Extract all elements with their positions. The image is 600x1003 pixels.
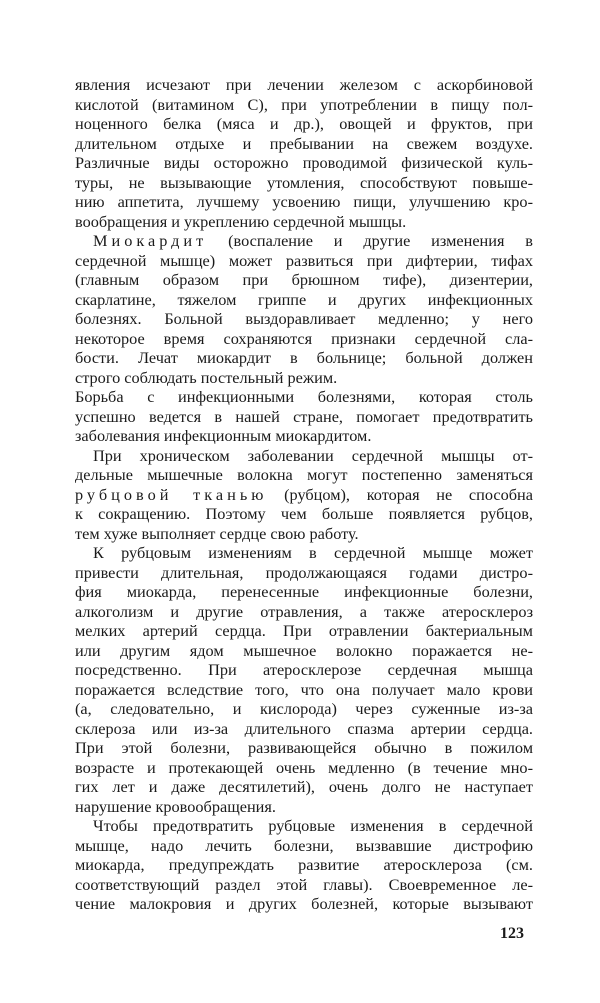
text-line (75, 114, 533, 134)
text-line (75, 368, 533, 388)
text-line (75, 797, 533, 817)
line-text: поражается вследствие того, что она получает мало крови (75, 679, 533, 699)
text-line (75, 855, 533, 875)
line-text: строго соблюдать постельный режим. (75, 367, 338, 387)
line-text: нию аппетита, лучшему усвоению пищи, улучшению кро- (75, 192, 533, 211)
line-text: (воспаление и другие изменения в (207, 231, 533, 250)
line-text: бости. Лечат миокардит в больнице; больной должен (75, 348, 533, 367)
text-line (75, 192, 533, 212)
line-text: Различные виды осторожно проводимой физической куль- (75, 153, 533, 172)
text-line (75, 641, 533, 661)
text-line (75, 680, 533, 700)
text-line (75, 875, 533, 895)
text-line (75, 582, 533, 602)
line-text: (а, следовательно, и кислорода) через суженные из-за (75, 699, 533, 718)
line-text: некоторое время сохраняются признаки сердечной сла- (75, 328, 533, 348)
text-line (75, 231, 533, 251)
page-body-text (75, 75, 533, 914)
line-text: мышце, надо лечить болезни, вызвавшие дистрофию (75, 835, 533, 855)
line-text: мелких артерий сердца. При отравлении бактериальным (75, 621, 533, 640)
line-text: длительном отдыхе и пребывании на свежем воздухе. (75, 133, 533, 153)
line-text: заболевания инфекционным миокардитом. (75, 426, 372, 445)
text-line (75, 777, 533, 797)
text-line (75, 543, 533, 563)
text-line (75, 426, 533, 446)
spaced-emphasis-text: Миокардит (93, 231, 208, 250)
line-text: или другим ядом мышечное волокно поражается не- (75, 640, 533, 660)
line-text: При этой болезни, развивающейся обычно в пожилом (75, 738, 533, 757)
text-line (75, 621, 533, 641)
text-line (75, 446, 533, 466)
text-line (75, 309, 533, 329)
line-text: к сокращению. Поэтому чем больше появляется рубцов, (75, 504, 533, 523)
line-text: скарлатине, тяжелом гриппе и других инфекционных (75, 289, 533, 309)
text-line (75, 660, 533, 680)
text-line (75, 699, 533, 719)
text-line (75, 485, 533, 505)
text-line (75, 153, 533, 173)
text-line (75, 251, 533, 271)
text-line (75, 407, 533, 427)
text-line (75, 75, 533, 95)
line-text: К рубцовым изменениям в сердечной мышце может (93, 543, 533, 562)
line-text: склероза или из-за длительного спазма артерии сердца. (75, 718, 533, 738)
line-text: нарушение кровообращения. (75, 796, 276, 816)
line-text: дельные мышечные волокна могут постепенно заменяться (75, 465, 533, 484)
text-line (75, 329, 533, 349)
text-line (75, 290, 533, 310)
line-text: миокарда, предупреждать развитие атеросклероза (см. (75, 855, 533, 874)
text-line (75, 738, 533, 758)
text-line (75, 348, 533, 368)
text-line (75, 758, 533, 778)
line-text: Борьба с инфекционными болезнями, которая столь (75, 387, 533, 406)
line-text: (главным образом при брюшном тифе), дизентерии, (75, 270, 533, 289)
line-text: гих лет и даже десятилетий), очень долго не наступает (75, 777, 533, 796)
line-text: тем хуже выполняет сердце свою работу. (75, 523, 359, 543)
line-text: успешно ведется в нашей стране, помогает предотвратить (75, 406, 533, 426)
line-text: соответствующий раздел этой главы). Своевременное ле- (75, 874, 533, 894)
line-text: туры, не вызывающие утомления, способствуют повыше- (75, 172, 533, 192)
page-number: 123 (500, 925, 524, 942)
line-text: возрасте и протекающей очень медленно (в течение мно- (75, 757, 533, 777)
text-line (75, 465, 533, 485)
line-text: При хроническом заболевании сердечной мышцы от- (93, 445, 533, 465)
text-line (75, 602, 533, 622)
line-text: фия миокарда, перенесенные инфекционные болезни, (75, 582, 533, 601)
line-text: ноценного белка (мяса и др.), овощей и фруктов, при (75, 114, 533, 133)
line-text: привести длительная, продолжающаяся годами дистро- (75, 562, 533, 582)
line-text: кислотой (витамином С), при употреблении в пищу пол- (75, 94, 533, 114)
text-line (75, 504, 533, 524)
line-text: чение малокровия и других болезней, которые вызывают (75, 894, 533, 913)
line-text: посредственно. При атеросклерозе сердечная мышца (75, 660, 533, 679)
line-text: явления исчезают при лечении железом с аскорбиновой (75, 75, 533, 94)
text-line (75, 563, 533, 583)
text-line (75, 270, 533, 290)
text-line (75, 836, 533, 856)
text-line (75, 894, 533, 914)
line-text: сердечной мышце) может развиться при дифтерии, тифах (75, 250, 533, 270)
text-line (75, 524, 533, 544)
line-text: (рубцом), которая не способна (267, 484, 533, 504)
text-line (75, 816, 533, 836)
line-text: Чтобы предотвратить рубцовые изменения в сердечной (93, 816, 533, 835)
spaced-emphasis-text: рубцовой тканью (75, 484, 268, 504)
text-line (75, 387, 533, 407)
text-line (75, 173, 533, 193)
text-line (75, 719, 533, 739)
text-line (75, 134, 533, 154)
line-text: вообращения и укреплению сердечной мышцы. (75, 211, 407, 231)
line-text: алкоголизм и другие отравления, а также атеросклероз (75, 601, 533, 621)
text-line (75, 95, 533, 115)
text-line (75, 212, 533, 232)
line-text: болезнях. Больной выздоравливает медленно; у него (75, 309, 533, 328)
